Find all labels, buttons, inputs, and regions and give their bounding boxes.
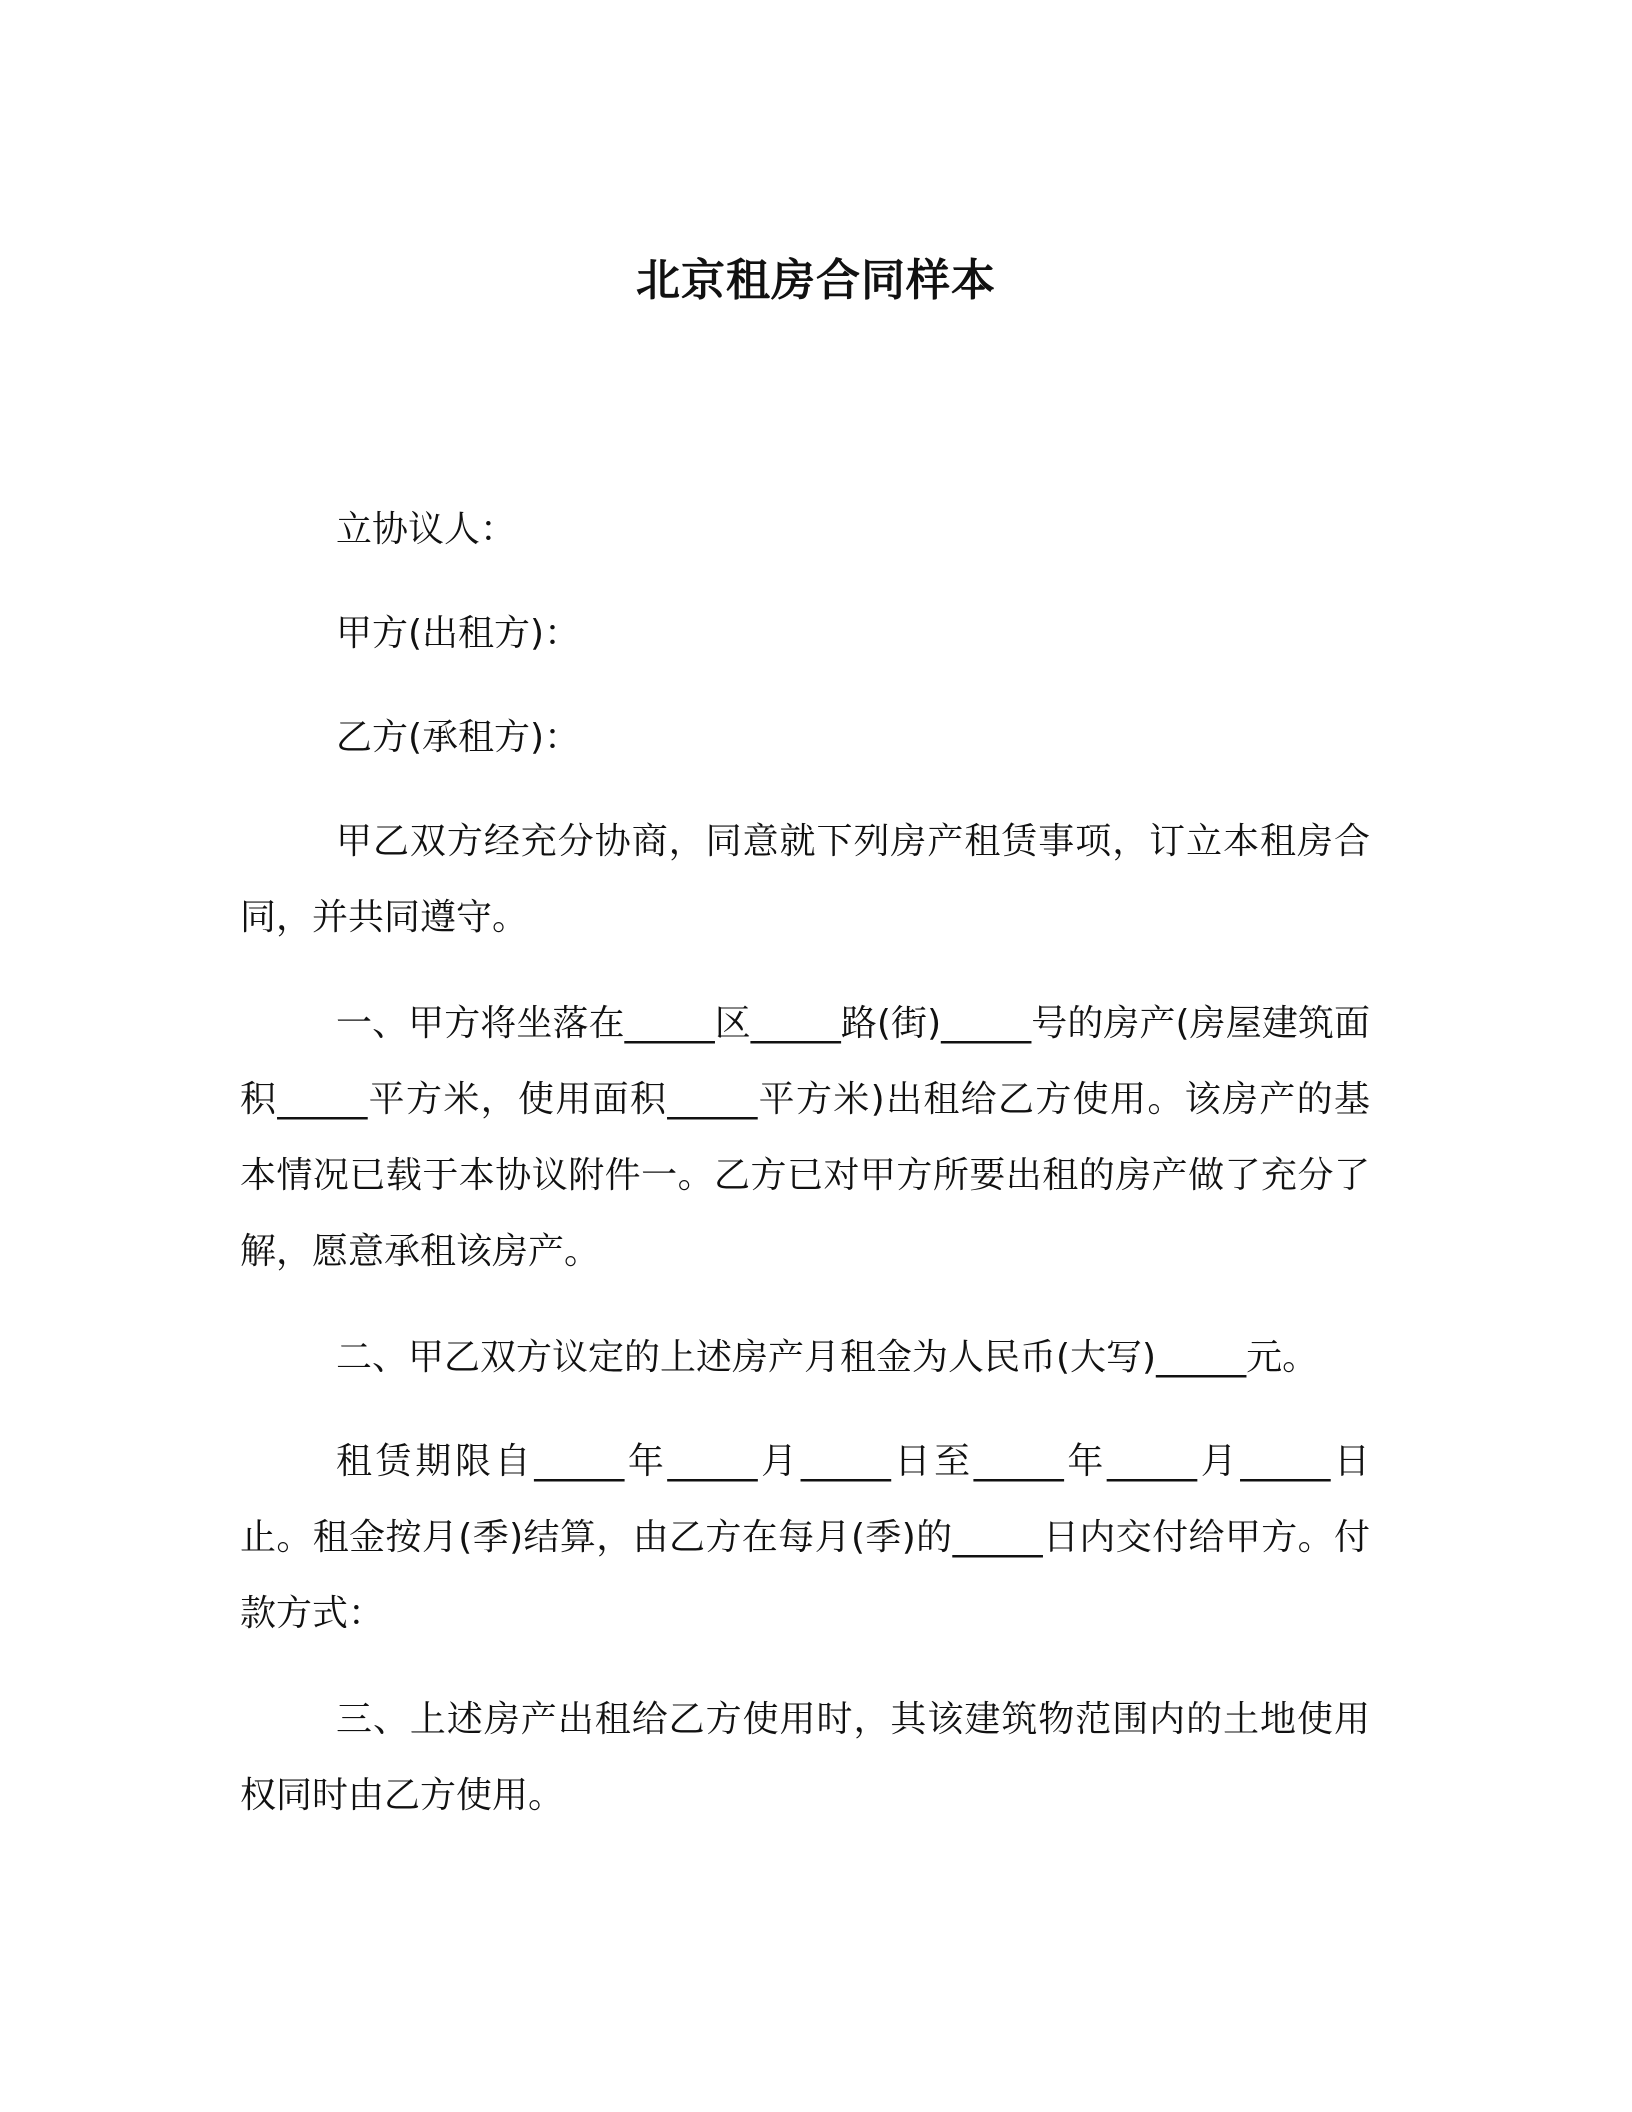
paragraph-party-b: 乙方(承租方)：	[336, 717, 581, 758]
paragraph-preamble: 甲乙双方经充分协商，同意就下列房产租赁事项，订立本租房合同，并共同遵守。	[240, 821, 1370, 938]
paragraph-party-a: 甲方(出租方)：	[336, 613, 581, 654]
document-body	[240, 492, 1370, 1834]
paragraph-clause-3: 三、上述房产出租给乙方使用时，其该建筑物范围内的土地使用权同时由乙方使用。	[240, 1699, 1370, 1816]
paragraph-parties: 立协议人：	[336, 509, 517, 550]
paragraph-lease-term: 租赁期限自_____年_____月_____日至_____年_____月_____日止。租金按月(季)结算，由乙方在每月(季)的_____日内交付给甲方。付款方式：	[240, 1441, 1370, 1634]
paragraph-clause-1: 一、甲方将坐落在_____区_____路(街)_____号的房产(房屋建筑面积_____平方米，使用面积_____平方米)出租给乙方使用。该房产的基本情况已载于本协议附件一。乙方已对甲方所要出租的房产做了充分了解，愿意承租该房产。	[240, 1003, 1370, 1272]
paragraph-clause-2: 二、甲乙双方议定的上述房产月租金为人民币(大写)_____元。	[336, 1337, 1319, 1378]
document-title: 北京租房合同样本	[636, 255, 996, 307]
